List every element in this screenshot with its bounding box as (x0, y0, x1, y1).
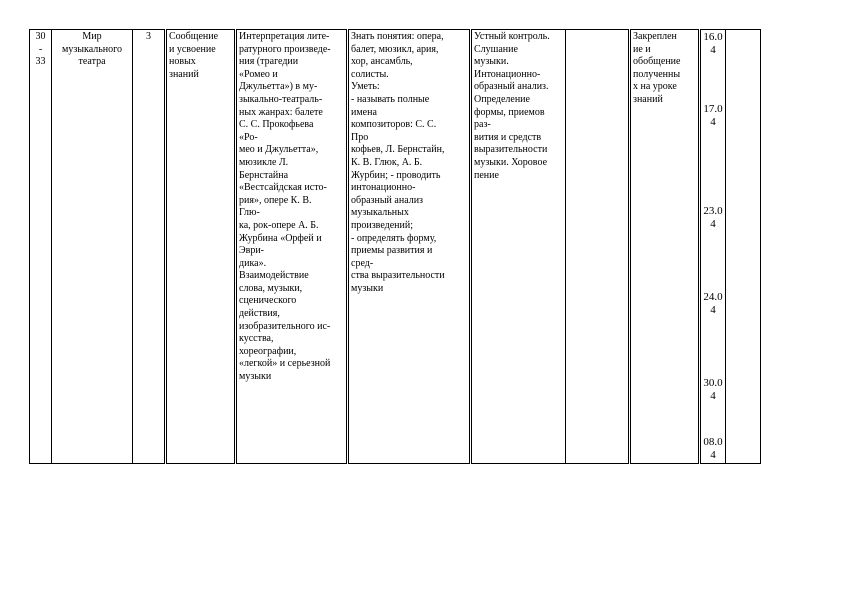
lesson-number-line: 30 (35, 31, 46, 42)
content-line: ных жанрах: балете (239, 106, 323, 118)
requirements-line: произведений; (351, 219, 413, 231)
date-line: 24.0 (703, 291, 723, 303)
content-line: Джульетта») в му- (239, 81, 318, 93)
requirements-line: имена (351, 106, 377, 118)
content-line: С. С. Прокофьева (239, 119, 314, 131)
homework-line: знаний (633, 93, 663, 105)
date-line: 16.0 (703, 31, 723, 43)
requirements-line: Уметь: (351, 81, 380, 93)
content-line: мюзикле Л. (239, 156, 289, 168)
lesson-type-line: знаний (169, 68, 199, 80)
date-entry (701, 377, 725, 403)
lesson-number-line: 33 (35, 56, 46, 68)
content-line: «Вестсайдская исто- (239, 182, 327, 194)
content-line: Эври- (239, 245, 265, 257)
requirements-line: - определять форму, (351, 232, 437, 244)
content-line: «Ро- (239, 131, 258, 143)
requirements-line: музыкальных (351, 207, 409, 219)
date-entry (701, 205, 725, 231)
lesson-title-line: Мир (82, 31, 102, 42)
date-line: 4 (710, 449, 716, 461)
content-line: «Ромео и (239, 68, 278, 80)
content-line: ка, рок-опере А. Б. (239, 219, 319, 231)
lesson-plan-table (29, 29, 761, 464)
requirements-line: - называть полные (351, 93, 430, 105)
homework-line: полученны (633, 68, 681, 80)
lesson-title-line: театра (78, 56, 106, 68)
lesson-type-line: Сообщение (169, 31, 219, 42)
requirements-line: кофьев, Л. Бернстайн, (351, 144, 445, 156)
date-entry (701, 291, 725, 317)
requirements-line: балет, мюзикл, ария, (351, 43, 439, 55)
requirements-cell (348, 30, 471, 464)
control-line: образный анализ. (474, 81, 549, 93)
requirements-line: сред- (351, 257, 374, 269)
requirements-line: Журбин; - проводить (351, 169, 441, 181)
date-entry (701, 31, 725, 57)
control-line: пение (474, 169, 499, 181)
requirements-line: хор, ансамбль, (351, 56, 413, 68)
content-line: музыки (239, 371, 272, 383)
content-line: «легкой» и серьезной (239, 358, 331, 370)
requirements-line: Про (351, 131, 369, 143)
control-line: раз- (474, 119, 491, 131)
dates-cell (700, 30, 726, 464)
content-line: ния (трагедии (239, 56, 299, 68)
requirements-line: интонационно- (351, 182, 416, 194)
control-line: Определение (474, 93, 530, 105)
content-line: Взаимодействие (239, 270, 309, 282)
content-line: Глю- (239, 207, 260, 219)
content-line: Журбина «Орфей и (239, 232, 322, 244)
date-line: 4 (710, 390, 716, 402)
control-line: Слушание (474, 43, 518, 55)
lesson-number-line: - (38, 43, 43, 55)
content-line: ратурного произведе- (239, 43, 331, 55)
empty-cell (566, 30, 630, 464)
control-cell (471, 30, 566, 464)
content-line: хореографии, (239, 345, 297, 357)
lesson-title-line: музыкального (62, 43, 122, 55)
homework-line: х на уроке (633, 81, 677, 93)
lesson-type-line: новых (169, 56, 196, 68)
content-line: Интерпретация лите- (239, 31, 330, 42)
control-line: выразительности (474, 144, 548, 156)
content-line: мео и Джульетта», (239, 144, 319, 156)
requirements-line: композиторов: С. С. (351, 119, 437, 131)
blank-last-cell (726, 30, 761, 464)
requirements-line: образный анализ (351, 194, 424, 206)
content-line: дика». (239, 257, 267, 269)
control-line: формы, приемов (474, 106, 545, 118)
content-line: зыкально-театраль- (239, 93, 323, 105)
lesson-number-cell (30, 30, 52, 464)
content-line: слова, музыки, (239, 282, 303, 294)
requirements-line: ства выразительности (351, 270, 445, 282)
content-line: кусства, (239, 333, 274, 345)
requirements-line: К. В. Глюк, А. Б. (351, 156, 423, 168)
date-line: 23.0 (703, 205, 723, 217)
date-line: 4 (710, 44, 716, 56)
content-line: изобразительного ис- (239, 320, 331, 332)
hours-value: 3 (146, 31, 151, 42)
date-entry (701, 436, 725, 462)
control-line: музыки. Хоровое (474, 156, 548, 168)
date-line: 08.0 (703, 436, 723, 448)
requirements-line: Знать понятия: опера, (351, 31, 444, 42)
hours-cell (133, 30, 166, 464)
control-line: музыки. (474, 56, 509, 68)
control-line: вития и средств (474, 131, 542, 143)
content-line: Бернстайна (239, 169, 289, 181)
content-line: действия, (239, 308, 280, 320)
content-line: сценического (239, 295, 297, 307)
date-line: 4 (710, 218, 716, 230)
content-cell (236, 30, 348, 464)
control-line: Интонационно- (474, 68, 541, 80)
requirements-line: приемы развития и (351, 245, 433, 257)
date-line: 30.0 (703, 377, 723, 389)
date-entry (701, 103, 725, 129)
requirements-line: солисты. (351, 68, 389, 80)
date-line: 17.0 (703, 103, 723, 115)
table-row (30, 30, 761, 464)
control-line: Устный контроль. (474, 31, 550, 42)
requirements-line: музыки (351, 282, 384, 294)
homework-line: Закреплен (633, 31, 677, 42)
homework-line: обобщение (633, 56, 681, 68)
lesson-type-cell (166, 30, 236, 464)
homework-line: ие и (633, 43, 651, 55)
homework-cell (630, 30, 700, 464)
content-line: рия», опере К. В. (239, 194, 312, 206)
lesson-type-line: и усвоение (169, 43, 216, 55)
lesson-title-cell (52, 30, 133, 464)
date-line: 4 (710, 116, 716, 128)
date-line: 4 (710, 304, 716, 316)
